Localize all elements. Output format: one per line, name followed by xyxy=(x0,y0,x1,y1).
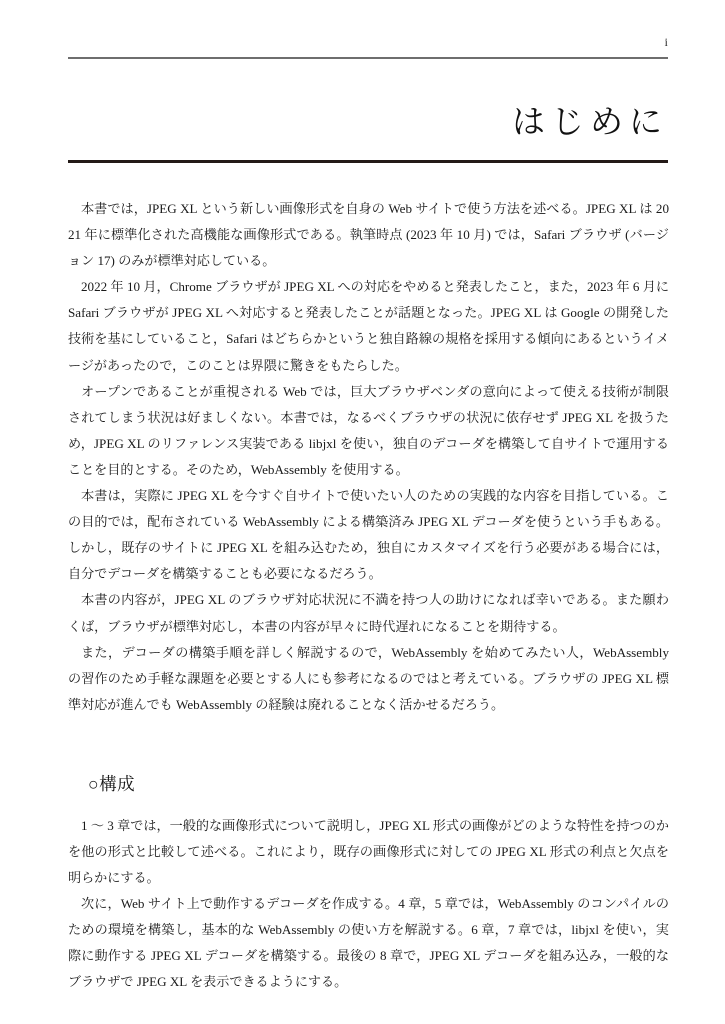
paragraph: 本書では，JPEG XL という新しい画像形式を自身の Web サイトで使う方法を述べる。JPEG XL は 2021 年に標準化された高機能な画像形式である。執筆時点 (2023 年 10 月) では，Safari ブラウザ (バージョン 17) のみが標準対応している。 xyxy=(68,201,669,269)
section-heading: ○構成 xyxy=(88,773,136,794)
paragraph: また，デコーダの構築手順を詳しく解説するので，WebAssembly を始めてみたい人，WebAssembly の習作のため手軽な課題を必要とする人にも参考になるのではと考えている。ブラウザの JPEG XL 標準対応が進んでも WebAssembly の経験は廃れることなく活かせるだろう。 xyxy=(68,644,669,712)
paragraph: 2022 年 10 月，Chrome ブラウザが JPEG XL への対応をやめると発表したこと，また，2023 年 6 月に Safari ブラウザが JPEG XL へ対応すると発表したことが話題となった。JPEG XL は Google の開発した技術を基にしていること，Safari はどちらかというと独自路線の規格を採用する傾向にあるというイメージがあったので，このことは界隈に驚きをもたらした。 xyxy=(68,279,669,373)
page-body xyxy=(68,196,669,996)
page-title xyxy=(68,103,668,144)
paragraph: オープンであることが重視される Web では，巨大ブラウザベンダの意向によって使える技術が制限されてしまう状況は好ましくない。本書では，なるべくブラウザの状況に依存せず JPEG XL を扱うため，JPEG XL のリファレンス実装である libjxl を使い，独自のデコーダを構築して自サイトで運用することを目的とする。そのため，WebAssembly を使用する。 xyxy=(68,383,669,477)
header-rule-thin xyxy=(68,57,668,59)
header-rule-thick xyxy=(68,160,668,163)
paragraph: 本書の内容が，JPEG XL のブラウザ対応状況に不満を持つ人の助けになれば幸いである。また願わくば，ブラウザが標準対応し，本書の内容が早々に時代遅れになることを期待する。 xyxy=(68,592,669,634)
page-title-text: はじめに xyxy=(512,105,668,141)
section-heading-spacer xyxy=(68,795,669,813)
paragraph: 次に，Web サイト上で動作するデコーダを作成する。4 章，5 章では，WebAssembly のコンパイルのための環境を構築し，基本的な WebAssembly の使い方を解説する。6 章，7 章では，libjxl を使い，実際に動作する JPEG XL デコーダを構築する。最後の 8 章で，JPEG XL デコーダを組み込み，一般的なブラウザで JPEG XL を表示できるようにする。 xyxy=(68,896,669,990)
paragraph: 本書は，実際に JPEG XL を今すぐ自サイトで使いたい人のための実践的な内容を目指している。この目的では，配布されている WebAssembly による構築済み JPEG XL デコーダを使うという手もある。しかし，既存のサイトに JPEG XL を組み込むため，独自にカスタマイズを行う必要がある場合には，自分でデコーダを構築することも必要になるだろう。 xyxy=(68,488,669,582)
page-number: i xyxy=(664,37,668,49)
section-spacer xyxy=(68,718,669,774)
paragraph: 1 〜 3 章では，一般的な画像形式について説明し，JPEG XL 形式の画像がどのような特性を持つのかを他の形式と比較して述べる。これにより，既存の画像形式に対しての JPEG XL 形式の利点と欠点を明らかにする。 xyxy=(68,817,669,886)
